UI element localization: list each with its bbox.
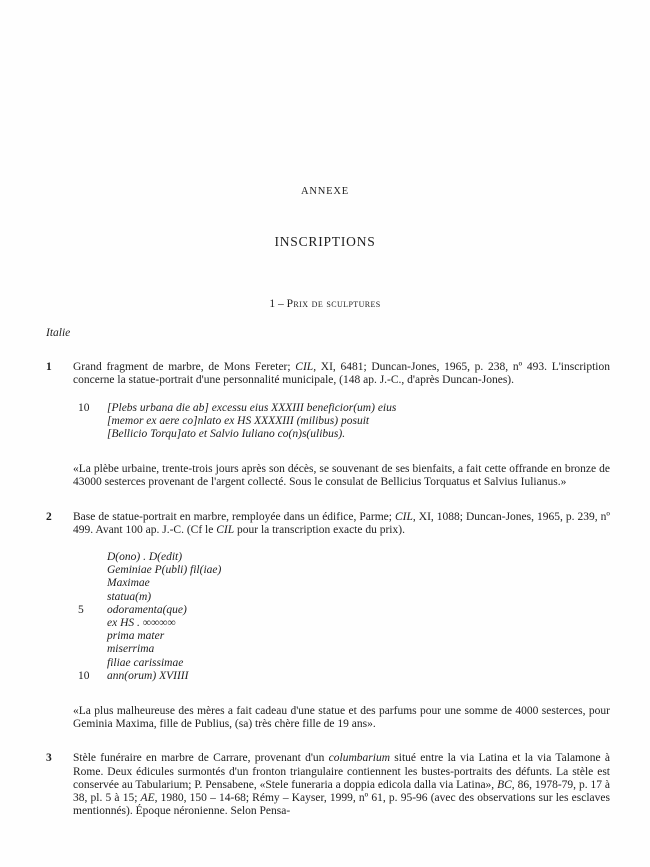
entry-body (73, 511, 610, 732)
inscription-entry (46, 361, 610, 489)
inscription-line (78, 564, 610, 577)
inscription-line-text: [Plebs urbana die ab] excessu eius XXXIII beneficior(um) eius (107, 401, 397, 414)
entry-body (73, 752, 610, 818)
inscription-line (78, 604, 610, 617)
inscription-line-number (78, 577, 98, 590)
inscription-line-text: filiae carissimae (107, 656, 184, 669)
inscription-line-number (78, 617, 98, 630)
entry-description: Base de statue-portrait en marbre, remployée dans un édifice, Parme; CIL, XI, 1088; Duncan-Jones, 1965, p. 239, nº 499. Avant 100 ap. J.-C. (Cf le CIL pour la transcription exacte du prix). (73, 510, 610, 536)
inscription-line (78, 617, 610, 630)
inscription-line-number: 10 (78, 669, 90, 682)
translation-quote: «La plèbe urbaine, trente-trois jours après son décès, se souvenant de ses bienfaits, a fait cette offrande en bronze de 43000 sesterces provenant de l'argent collecté. Sous le consulat de Bellicius Torquatus et Salvius Iulianus.» (73, 463, 610, 489)
inscription-line (78, 657, 610, 670)
inscription-line-number: 5 (78, 603, 84, 616)
inscription-line-text: Geminiae P(ubli) fil(iae) (107, 564, 222, 577)
inscription-line-text: [Bellicio Torqu]ato et Salvio Iuliano co(n)s(ulibus). (107, 428, 346, 441)
entry-description: Grand fragment de marbre, de Mons Fereter; CIL, XI, 6481; Duncan-Jones, 1965, p. 238, nº 493. L'inscription concerne la statue-portrait d'une personnalité municipale, (148 ap. J.-C., d'après Duncan-Jones). (73, 361, 610, 387)
inscription-line-number (78, 643, 98, 656)
inscription-line-number (78, 551, 98, 564)
annexe-label: ANNEXE (301, 186, 349, 197)
inscription-line-text: prima mater (107, 630, 165, 643)
inscription-line-text: [memor ex aere co]nlato ex HS XXXXIII (milibus) posuit (107, 414, 370, 427)
inscription-line-number (78, 591, 98, 604)
latin-inscription-block (78, 551, 610, 683)
inscription-line (78, 630, 610, 643)
inscription-line (78, 577, 610, 590)
inscription-line-number (78, 657, 98, 670)
inscription-line (78, 415, 610, 428)
inscription-line (78, 402, 610, 415)
entry-number: 2 (46, 510, 52, 523)
translation-quote: «La plus malheureuse des mères a fait cadeau d'une statue et des parfums pour une somme de 4000 sesterces, pour Geminia Maxima, fille de Publius, (sa) très chère fille de 19 ans». (73, 705, 610, 731)
inscription-line-text: ann(orum) XVIIII (107, 669, 189, 682)
inscription-line-text: miserrima (107, 643, 155, 656)
section-heading (0, 298, 650, 310)
entry-description: Stèle funéraire en marbre de Carrare, provenant d'un columbarium situé entre la via Latina et la via Talamone à Rome. Deux édicules surmontés d'un fronton triangulaire contiennent les bustes-portraits des défunts. La stèle est conservée au Tabularium; P. Pensabene, «Stele funeraria a doppia edicola dalla via Latina», BC, 86, 1978-79, p. 17 à 38, pl. 5 à 15; AE, 1980, 150 – 14-68; Rémy – Kayser, 1999, nº 61, p. 95-96 (avec des observations sur les esclaves mentionnés). Époque néronienne. Selon Pensa- (73, 752, 611, 818)
inscription-line (78, 428, 610, 441)
inscription-line-number: 10 (78, 401, 90, 414)
entry-number: 3 (46, 752, 52, 765)
inscription-line-text: statua(m) (107, 590, 152, 603)
inscription-line-text: D(ono) . D(edit) (107, 551, 183, 564)
inscription-line-number (78, 428, 98, 441)
inscription-line-text: Maximae (107, 577, 150, 590)
inscription-line (78, 670, 610, 683)
inscription-entry (46, 511, 610, 732)
inscription-entry (46, 752, 610, 818)
inscription-line (78, 643, 610, 656)
latin-inscription-block (78, 402, 610, 442)
inscription-line-number (78, 415, 98, 428)
inscription-line (78, 591, 610, 604)
entries-list (46, 361, 610, 818)
inscription-line-text: odoramenta(que) (107, 603, 187, 616)
inscription-line (78, 551, 610, 564)
entry-number: 1 (46, 361, 52, 374)
page-title: INSCRIPTIONS (274, 234, 376, 249)
region-label: Italie (46, 327, 71, 339)
section-number: 1 – (269, 298, 287, 310)
inscription-line-number (78, 564, 98, 577)
inscription-line-text: ex HS . ∞∞∞∞ (107, 617, 176, 630)
entry-body (73, 361, 610, 489)
section-title: Prix de sculptures (286, 298, 381, 310)
inscription-line-number (78, 630, 98, 643)
